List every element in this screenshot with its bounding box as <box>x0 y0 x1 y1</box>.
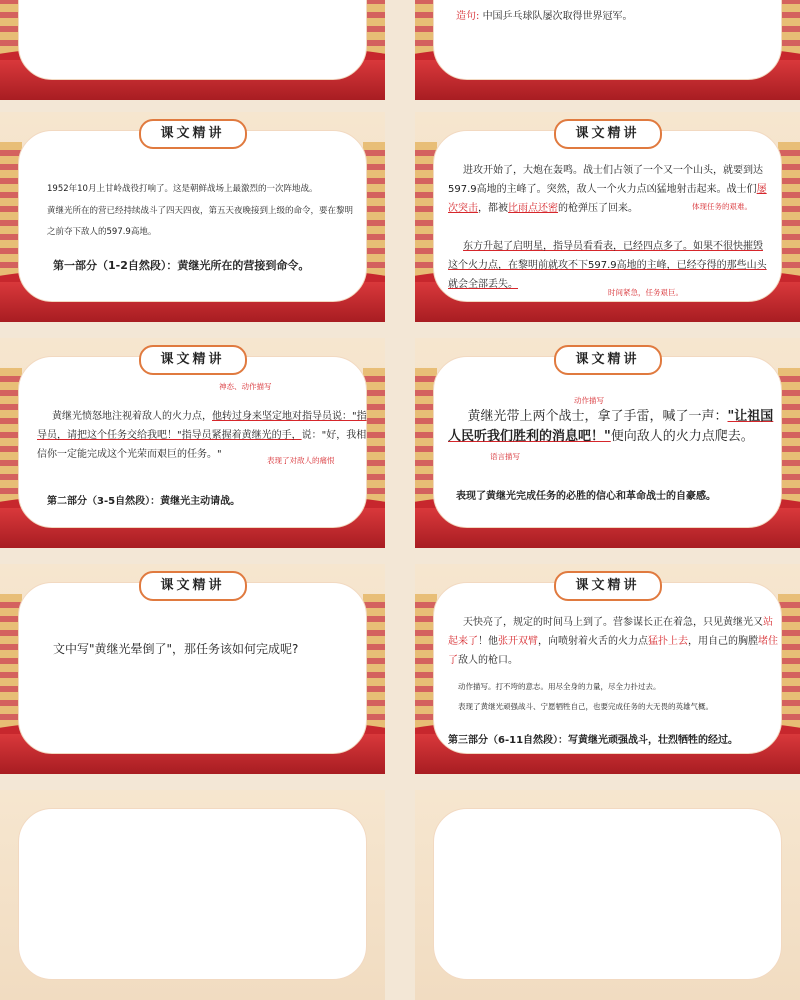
paragraph: 东方升起了启明星，指导员看看表，已经四点多了。如果不很快摧毁这个火力点，在黎明前就攻不下597.9高地的主峰，已经夺得的那些山头就会全部丢失。 <box>448 241 767 290</box>
section-title-pill: 课文精讲 <box>554 571 662 601</box>
content-card <box>18 808 367 980</box>
content-card <box>433 0 782 80</box>
annotation-note: 表现了对敌人的痛恨 <box>267 456 335 465</box>
section-summary: 第二部分（3-5自然段）：黄继光主动请战。 <box>47 496 241 507</box>
section-summary: 第一部分（1-2自然段）：黄继光所在的营接到命令。 <box>53 259 310 272</box>
slide-vocab-sentences[interactable] <box>415 0 800 100</box>
slide-charge-text[interactable] <box>415 338 800 548</box>
annotation-note: 时间紧急，任务艰巨。 <box>608 288 683 297</box>
section-title-pill: 课文精讲 <box>554 119 662 149</box>
discussion-question: 文中写"黄继光晕倒了"，那任务该如何完成呢? <box>53 642 299 656</box>
content-card <box>18 0 367 80</box>
paragraph: 黄继光愤怒地注视着敌人的火力点，他转过身来坚定地对指导员说："指导员，请把这个任务交给我吧！"指导员紧握着黄继光的手，说："好，我相信你一定能完成这个光荣而艰巨的任务。" <box>37 411 367 460</box>
content-card <box>18 126 367 302</box>
slide-vocab-words[interactable] <box>0 0 385 100</box>
content-card <box>18 578 367 754</box>
slide-battle-text[interactable] <box>415 112 800 322</box>
analysis-note: 动作描写。打不垮的意志。用尽全身的力量，尽全力扑过去。 <box>458 682 661 691</box>
section-title-pill: 课文精讲 <box>139 345 247 375</box>
annotation-note: 神态、动作描写 <box>219 382 272 391</box>
slide-part-one[interactable] <box>0 112 385 322</box>
content-card <box>433 808 782 980</box>
slide-next-left <box>0 790 385 1000</box>
content-card <box>433 578 782 754</box>
slide-next-right <box>415 790 800 1000</box>
content-card <box>433 352 782 528</box>
annotation-note: 体现任务的艰难。 <box>692 202 752 211</box>
annotation-note: 动作描写 <box>574 396 604 405</box>
content-card <box>433 126 782 302</box>
example-sentence: 造句: 中国乒乓球队屡次取得世界冠军。 <box>456 11 633 22</box>
paragraph: 天快亮了，规定的时间马上到了。营参谋长正在着急，只见黄继光又站起来了！他张开双臂，向喷射着火舌的火力点猛扑上去，用自己的胸膛堵住了敌人的枪口。 <box>448 617 778 666</box>
paragraph: 黄继光带上两个战士，拿了手雷，喊了一声："让祖国人民听我们胜利的消息吧！"便向敌人的火力点爬去。 <box>448 409 774 444</box>
section-summary: 表现了黄继光完成任务的必胜的信心和革命战士的自豪感。 <box>456 491 716 502</box>
slide-question[interactable] <box>0 564 385 774</box>
section-title-pill: 课文精讲 <box>139 571 247 601</box>
section-summary: 第三部分（6-11自然段）：写黄继光顽强战斗，壮烈牺牲的经过。 <box>448 735 739 746</box>
paragraph: 1952年10月上甘岭战役打响了。这是朝鲜战场上最激烈的一次阵地战。 <box>47 184 318 194</box>
analysis-note: 表现了黄继光顽强战斗、宁愿牺牲自己，也要完成任务的大无畏的英雄气概。 <box>458 702 713 711</box>
annotation-note: 语言描写 <box>490 452 520 461</box>
content-card <box>18 352 367 528</box>
paragraph: 黄继光所在的营已经持续战斗了四天四夜，第五天夜晚接到上级的命令，要在黎明之前夺下敌人的597.9高地。 <box>47 206 354 237</box>
slide-part-two[interactable] <box>0 338 385 548</box>
paragraph: 进攻开始了，大炮在轰鸣。战士们占领了一个又一个山头，就要到达597.9高地的主峰了。突然，敌人一个火力点凶猛地射击起来。战士们屡次突击，都被比雨点还密的枪弹压了回来。 <box>448 165 767 214</box>
section-title-pill: 课文精讲 <box>139 119 247 149</box>
section-title-pill: 课文精讲 <box>554 345 662 375</box>
slide-part-three[interactable] <box>415 564 800 774</box>
